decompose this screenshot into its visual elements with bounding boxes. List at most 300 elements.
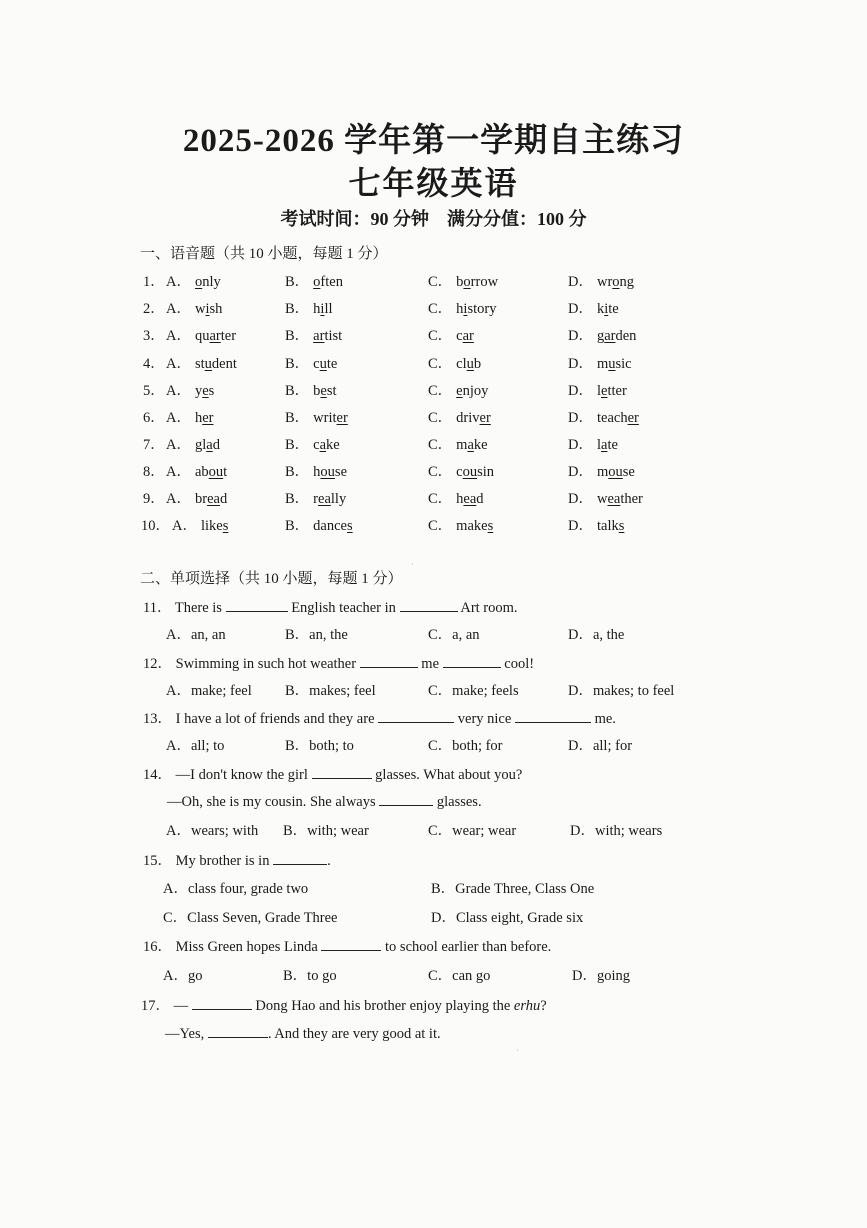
word-part: h xyxy=(313,301,321,317)
option-letter: D． xyxy=(568,410,593,426)
question-number: 5． xyxy=(143,383,165,399)
underlined-letters: a xyxy=(601,437,608,453)
question-12-options xyxy=(0,679,867,701)
option-word xyxy=(597,410,639,426)
question-16 xyxy=(143,935,551,956)
option-letter: B． xyxy=(285,464,310,480)
option-b[interactable] xyxy=(285,324,342,345)
option-word xyxy=(456,518,493,534)
option-letter: B． xyxy=(285,518,310,534)
underlined-letters: er xyxy=(479,410,491,426)
option-word xyxy=(456,410,491,426)
option-letter: A． xyxy=(166,274,191,290)
underlined-letters: ar xyxy=(209,328,221,344)
option-b[interactable]: B．to go xyxy=(283,968,337,984)
option-b[interactable] xyxy=(285,487,346,508)
underlined-letters: e xyxy=(320,383,327,399)
word-part: l xyxy=(596,437,602,453)
question-text: very nice xyxy=(457,711,512,727)
option-a[interactable] xyxy=(166,324,236,345)
question-text: to school earlier than before. xyxy=(385,939,552,955)
option-letter: A． xyxy=(166,410,191,426)
word-part: c xyxy=(456,464,463,480)
word-part: ften xyxy=(320,274,343,290)
option-word xyxy=(456,383,488,399)
option-letter: C． xyxy=(428,301,453,317)
option-a[interactable]: A．class four, grade two xyxy=(163,881,309,897)
option-letter: D． xyxy=(568,328,593,344)
word-part: driv xyxy=(456,410,480,426)
option-b[interactable] xyxy=(285,514,353,535)
option-a[interactable] xyxy=(166,460,227,481)
option-b[interactable]: B．with; wear xyxy=(283,823,369,839)
word-part: sin xyxy=(477,464,495,480)
word-part: c xyxy=(456,328,463,344)
answer-blank[interactable] xyxy=(226,597,288,612)
option-b[interactable] xyxy=(285,270,343,291)
question-text: . xyxy=(327,853,331,869)
underlined-letters: e xyxy=(456,383,463,399)
word-part: wr xyxy=(596,274,613,290)
option-letter: D． xyxy=(568,301,593,317)
option-letter: D． xyxy=(568,491,593,507)
option-word xyxy=(313,383,336,399)
question-17 xyxy=(141,994,547,1015)
option-c[interactable] xyxy=(428,324,474,345)
option-c[interactable]: C．both; for xyxy=(428,738,503,754)
phonetics-question xyxy=(0,270,867,292)
question-text: —I don't know the girl xyxy=(175,767,308,783)
option-letter: A． xyxy=(166,301,191,317)
word-part: m xyxy=(596,356,609,372)
answer-blank[interactable] xyxy=(192,995,252,1010)
option-b[interactable]: B．both; to xyxy=(285,738,354,754)
option-word xyxy=(597,518,624,534)
question-text: . And they are very good at it. xyxy=(267,1026,441,1042)
underlined-letters: ou xyxy=(208,464,224,480)
question-16-options xyxy=(0,964,867,986)
option-d[interactable] xyxy=(568,433,618,454)
option-c[interactable]: C．can go xyxy=(428,968,491,984)
word-part: h xyxy=(194,410,203,426)
word-part: w xyxy=(194,301,206,317)
option-c[interactable] xyxy=(428,297,496,318)
underlined-letters: u xyxy=(608,356,616,372)
question-number: 10． xyxy=(141,518,170,534)
option-word xyxy=(195,437,220,453)
question-text: My brother is in xyxy=(175,853,270,869)
word-part: make xyxy=(456,518,488,534)
underlined-letters: o xyxy=(313,274,321,290)
option-letter: C． xyxy=(428,274,453,290)
option-word xyxy=(195,464,227,480)
question-text: I have a lot of friends and they are xyxy=(175,711,375,727)
answer-blank[interactable] xyxy=(378,708,454,723)
word-part: s xyxy=(208,383,215,399)
question-text: glasses. xyxy=(436,794,482,810)
option-word xyxy=(597,437,618,453)
option-a[interactable]: A．all; to xyxy=(166,738,225,754)
question-text: English teacher in xyxy=(291,600,396,616)
option-letter: C． xyxy=(428,491,453,507)
option-a[interactable] xyxy=(166,406,214,427)
phonetics-question xyxy=(0,433,867,455)
word-part: d xyxy=(476,491,484,507)
question-15-options-row1 xyxy=(0,877,867,899)
underlined-letters: o xyxy=(194,274,203,290)
option-d[interactable] xyxy=(568,460,635,481)
question-text: —Yes, xyxy=(165,1026,205,1042)
underlined-letters: ea xyxy=(607,491,621,507)
question-14 xyxy=(143,763,522,784)
question-text: Swimming in such hot weather xyxy=(175,656,357,672)
option-c[interactable] xyxy=(428,487,484,508)
option-d[interactable] xyxy=(568,379,627,400)
option-word xyxy=(597,301,619,317)
option-letter: A． xyxy=(166,437,191,453)
word-part: d xyxy=(212,437,220,453)
underlined-letters: er xyxy=(202,410,214,426)
option-word xyxy=(195,274,221,290)
word-part: gl xyxy=(194,437,207,453)
word-part: c xyxy=(313,356,320,372)
word-part: ter xyxy=(220,328,237,344)
word-part: te xyxy=(607,437,618,453)
option-word xyxy=(201,518,228,534)
option-c[interactable]: C．a, an xyxy=(428,627,480,643)
option-b[interactable] xyxy=(285,297,333,318)
question-number: 11． xyxy=(143,600,172,616)
question-text: — xyxy=(173,998,189,1014)
word-part: b xyxy=(456,274,464,290)
option-a[interactable] xyxy=(172,514,228,535)
word-part: teach xyxy=(596,410,628,426)
scan-speck: · xyxy=(411,560,414,569)
option-c[interactable] xyxy=(428,406,491,427)
option-letter: B． xyxy=(285,301,310,317)
option-letter: C． xyxy=(428,383,453,399)
option-word xyxy=(195,328,236,344)
option-b[interactable] xyxy=(285,379,337,400)
underlined-letters: i xyxy=(320,301,325,317)
option-word xyxy=(456,301,496,317)
option-d[interactable]: D．going xyxy=(572,968,630,984)
underlined-letters: ea xyxy=(207,491,220,507)
question-12 xyxy=(143,652,534,673)
option-letter: C． xyxy=(428,464,453,480)
underlined-letters: i xyxy=(604,301,609,317)
scan-speck: · xyxy=(516,1046,519,1055)
option-word xyxy=(313,356,337,372)
option-word xyxy=(456,437,487,453)
underlined-letters: o xyxy=(463,274,471,290)
option-letter: B． xyxy=(285,274,310,290)
underlined-letters: s xyxy=(346,518,353,534)
question-text: Dong Hao and his brother enjoy playing the xyxy=(255,998,511,1014)
answer-blank[interactable] xyxy=(443,653,501,668)
word-part: cl xyxy=(456,356,467,372)
option-letter: A． xyxy=(166,491,191,507)
phonetics-question xyxy=(0,352,867,374)
question-text: ? xyxy=(540,998,547,1014)
option-letter: B． xyxy=(285,410,310,426)
question-text: Art room. xyxy=(460,600,518,616)
word-part: like xyxy=(200,518,223,534)
underlined-letters: er xyxy=(336,410,348,426)
underlined-letters: s xyxy=(618,518,625,534)
word-part: se xyxy=(622,464,635,480)
option-word xyxy=(456,328,474,344)
word-part: g xyxy=(596,328,605,344)
option-d[interactable]: D．Class eight, Grade six xyxy=(431,910,584,926)
option-a[interactable]: A．make; feel xyxy=(166,683,252,699)
option-word xyxy=(313,410,348,426)
phonetics-question xyxy=(0,487,867,509)
underlined-letters: ea xyxy=(318,491,331,507)
option-letter: D． xyxy=(568,383,593,399)
word-part: m xyxy=(596,464,609,480)
question-number: 15． xyxy=(143,853,172,869)
option-letter: D． xyxy=(568,464,593,480)
answer-blank[interactable] xyxy=(515,708,591,723)
underlined-letters: ar xyxy=(462,328,474,344)
question-15 xyxy=(143,849,331,870)
option-letter: B． xyxy=(285,491,310,507)
answer-blank[interactable] xyxy=(208,1023,268,1038)
underlined-letters: e xyxy=(601,383,608,399)
option-word xyxy=(313,437,340,453)
option-word xyxy=(313,274,343,290)
option-d[interactable] xyxy=(568,352,632,373)
option-d[interactable] xyxy=(568,487,643,508)
question-number: 14． xyxy=(143,767,172,783)
word-part: story xyxy=(467,301,497,317)
question-number: 13． xyxy=(143,711,172,727)
question-15-options-row2 xyxy=(0,906,867,928)
option-d[interactable]: D．makes; to feel xyxy=(568,683,675,699)
word-part: c xyxy=(313,437,320,453)
word-part: k xyxy=(596,301,605,317)
option-word xyxy=(597,274,634,290)
word-part: h xyxy=(313,464,321,480)
word-part: ther xyxy=(620,491,643,507)
question-11-options xyxy=(0,623,867,645)
option-word xyxy=(313,328,342,344)
word-part: y xyxy=(194,383,203,399)
option-a[interactable] xyxy=(166,433,220,454)
question-text: There is xyxy=(174,600,222,616)
phonetics-question xyxy=(0,379,867,401)
word-part: te xyxy=(608,301,619,317)
option-c[interactable]: C．wear; wear xyxy=(428,823,517,839)
option-letter: C． xyxy=(428,410,453,426)
underlined-letters: er xyxy=(627,410,639,426)
phonetics-question xyxy=(0,460,867,482)
option-letter: A． xyxy=(166,356,191,372)
option-a[interactable] xyxy=(166,487,227,508)
option-c[interactable]: C．Class Seven, Grade Three xyxy=(163,910,338,926)
option-word xyxy=(456,491,483,507)
question-number: 12． xyxy=(143,656,172,672)
option-d[interactable] xyxy=(568,406,639,427)
option-c[interactable] xyxy=(428,514,493,535)
phonetics-question xyxy=(0,406,867,428)
question-number: 6． xyxy=(143,410,165,426)
underlined-letters: u xyxy=(319,356,327,372)
underlined-letters: i xyxy=(205,301,210,317)
option-word xyxy=(597,356,632,372)
option-word xyxy=(313,491,346,507)
word-part: st xyxy=(326,383,337,399)
word-part: den xyxy=(615,328,637,344)
underlined-letters: a xyxy=(206,437,213,453)
section2-heading: 二、单项选择（共 10 小题，每题 1 分） xyxy=(140,571,403,587)
underlined-letters: ar xyxy=(604,328,616,344)
underlined-letters: u xyxy=(466,356,474,372)
option-word xyxy=(313,464,347,480)
option-d[interactable]: D．with; wears xyxy=(570,823,663,839)
answer-blank[interactable] xyxy=(400,597,458,612)
option-a[interactable]: A．an, an xyxy=(166,627,226,643)
option-d[interactable]: D．a, the xyxy=(568,627,625,643)
word-part: qu xyxy=(194,328,210,344)
option-d[interactable]: D．all; for xyxy=(568,738,633,754)
option-a[interactable] xyxy=(166,270,221,291)
question-17-reply xyxy=(165,1023,441,1043)
option-letter: C． xyxy=(428,328,453,344)
underlined-letters: ou xyxy=(462,464,478,480)
option-word xyxy=(456,464,494,480)
question-number: 16． xyxy=(143,939,172,955)
word-part: ll xyxy=(324,301,333,317)
word-part: lly xyxy=(330,491,347,507)
exam-title: 2025-2026 学年第一学期自主练习 xyxy=(182,123,685,159)
answer-blank[interactable] xyxy=(273,850,327,865)
word-part: tter xyxy=(607,383,627,399)
option-letter: D． xyxy=(568,356,593,372)
answer-blank[interactable] xyxy=(312,764,372,779)
word-part: b xyxy=(473,356,482,372)
underlined-letters: u xyxy=(204,356,212,372)
option-word xyxy=(195,301,222,317)
option-d[interactable] xyxy=(568,324,636,345)
word-part: dent xyxy=(211,356,237,372)
question-number: 4． xyxy=(143,356,165,372)
option-word xyxy=(313,301,332,317)
word-part: nly xyxy=(202,274,221,290)
option-letter: D． xyxy=(568,518,593,534)
option-word xyxy=(597,491,643,507)
option-word xyxy=(597,328,636,344)
option-letter: C． xyxy=(428,518,453,534)
section1-heading: 一、语音题（共 10 小题，每题 1 分） xyxy=(140,246,388,262)
word-part: ke xyxy=(473,437,488,453)
word-part: b xyxy=(313,383,321,399)
exam-subject: 七年级英语 xyxy=(348,165,519,201)
underlined-letters: s xyxy=(222,518,229,534)
option-b[interactable] xyxy=(285,433,340,454)
option-a[interactable] xyxy=(166,297,222,318)
option-word xyxy=(195,491,227,507)
underlined-letters: e xyxy=(202,383,209,399)
word-part: h xyxy=(456,301,464,317)
word-part: talk xyxy=(596,518,619,534)
option-b[interactable]: B．Grade Three, Class One xyxy=(431,881,595,897)
word-part: t xyxy=(223,464,228,480)
question-14-reply xyxy=(167,791,482,811)
word-part: te xyxy=(326,356,338,372)
option-a[interactable]: A．go xyxy=(163,968,203,984)
option-a[interactable]: A．wears; with xyxy=(166,823,259,839)
option-letter: A． xyxy=(172,518,197,534)
underlined-letters: ar xyxy=(313,328,325,344)
option-letter: B． xyxy=(285,383,310,399)
word-part: ke xyxy=(326,437,340,453)
option-a[interactable] xyxy=(166,379,214,400)
underlined-letters: ea xyxy=(463,491,477,507)
option-d[interactable] xyxy=(568,270,634,291)
option-word xyxy=(456,356,481,372)
question-number: 17． xyxy=(141,998,170,1014)
option-c[interactable] xyxy=(428,352,481,373)
exam-info: 考试时间：90 分钟 满分分值：100 分 xyxy=(280,209,587,229)
word-part: writ xyxy=(313,410,337,426)
underlined-letters: a xyxy=(319,437,327,453)
word-part: sh xyxy=(209,301,223,317)
question-14-options xyxy=(0,819,867,841)
option-b[interactable] xyxy=(285,406,348,427)
option-letter: B． xyxy=(285,356,310,372)
word-part: h xyxy=(456,491,464,507)
option-d[interactable] xyxy=(568,514,624,535)
option-letter: C． xyxy=(428,356,453,372)
option-c[interactable] xyxy=(428,270,498,291)
answer-blank[interactable] xyxy=(360,653,418,668)
option-b[interactable] xyxy=(285,460,347,481)
word-part: se xyxy=(334,464,348,480)
question-number: 2． xyxy=(143,301,165,317)
answer-blank[interactable] xyxy=(321,936,381,951)
option-b[interactable] xyxy=(285,352,337,373)
word-part: d xyxy=(219,491,228,507)
question-13 xyxy=(143,707,616,728)
option-letter: D． xyxy=(568,274,593,290)
question-text: Miss Green hopes Linda xyxy=(175,939,318,955)
question-text: me xyxy=(421,656,440,672)
option-letter: D． xyxy=(568,437,593,453)
word-part: ab xyxy=(194,464,209,480)
question-11 xyxy=(143,596,518,617)
option-b[interactable]: B．an, the xyxy=(285,627,348,643)
word-part: njoy xyxy=(462,383,489,399)
option-d[interactable] xyxy=(568,297,619,318)
option-word xyxy=(195,383,214,399)
option-c[interactable]: C．make; feels xyxy=(428,683,519,699)
option-word xyxy=(456,274,498,290)
option-letter: C． xyxy=(428,437,453,453)
option-c[interactable] xyxy=(428,460,494,481)
question-text: —Oh, she is my cousin. She always xyxy=(167,794,376,810)
underlined-letters: i xyxy=(463,301,468,317)
word-part: l xyxy=(596,383,602,399)
option-a[interactable] xyxy=(166,352,237,373)
question-text: cool! xyxy=(504,656,535,672)
option-c[interactable] xyxy=(428,379,488,400)
option-c[interactable] xyxy=(428,433,488,454)
option-b[interactable]: B．makes; feel xyxy=(285,683,376,699)
answer-blank[interactable] xyxy=(379,791,433,806)
option-word xyxy=(195,356,237,372)
